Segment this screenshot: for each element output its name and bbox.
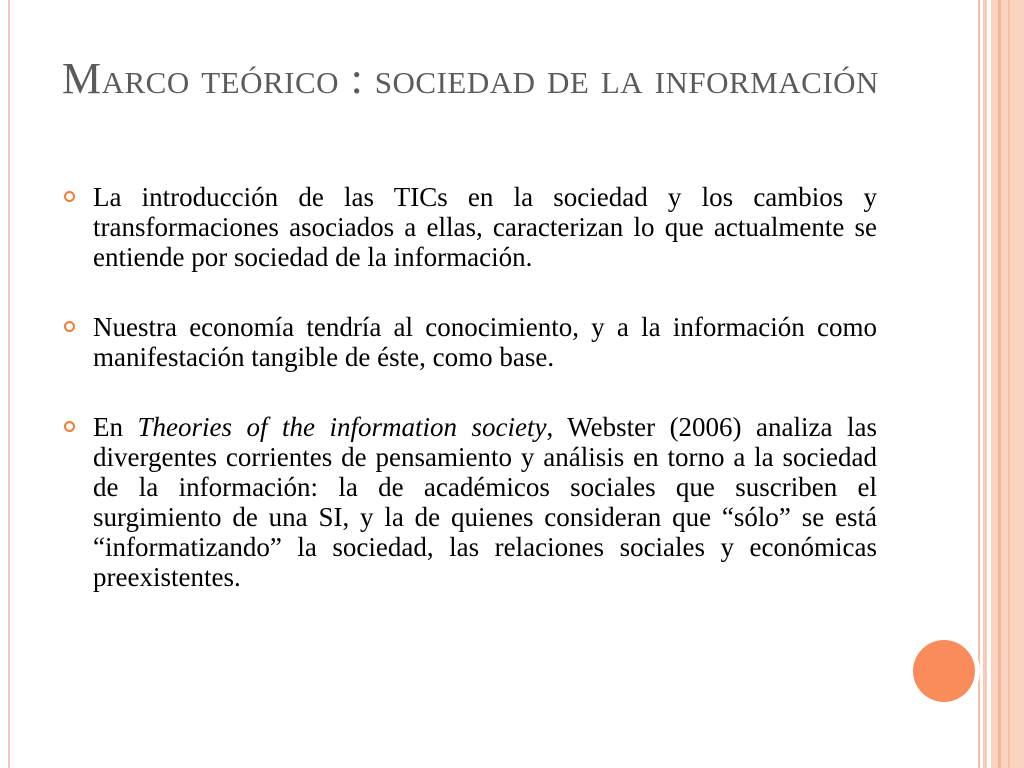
right-stripe bbox=[1008, 0, 1010, 768]
bullet-icon bbox=[64, 421, 75, 432]
slide-title: Marco teórico : sociedad de la información bbox=[62, 54, 879, 103]
bullet-item bbox=[62, 312, 877, 372]
bullet-text-suffix: , Webster (2006) analiza las divergentes corrientes de pensamiento y análisis en torno a la sociedad de la información: la de académicos sociales que suscriben el surgimiento de una SI, y la de quienes consideran que “sólo” se está “informatizando” la sociedad, las relaciones sociales y económicas preexistentes. bbox=[93, 412, 877, 592]
bullet-text-prefix: En bbox=[93, 412, 138, 442]
right-stripe bbox=[978, 0, 980, 768]
bullet-text: Nuestra economía tendría al conocimiento, y a la información como manifestación tangible de éste, como base. bbox=[93, 312, 877, 372]
bullet-item bbox=[62, 182, 877, 272]
bullet-icon bbox=[64, 321, 75, 332]
decorative-circle bbox=[913, 640, 975, 702]
left-frame-line bbox=[8, 0, 10, 768]
bullet-item bbox=[62, 412, 877, 592]
bullet-text: La introducción de las TICs en la sociedad y los cambios y transformaciones asociados a ellas, caracterizan lo que actualmente se entiende por sociedad de la información. bbox=[93, 182, 877, 272]
bullet-list bbox=[62, 182, 877, 592]
right-stripe bbox=[998, 0, 1001, 768]
book-title: Theories of the information society bbox=[137, 412, 547, 442]
right-stripe bbox=[983, 0, 987, 768]
bullet-icon bbox=[64, 191, 75, 202]
